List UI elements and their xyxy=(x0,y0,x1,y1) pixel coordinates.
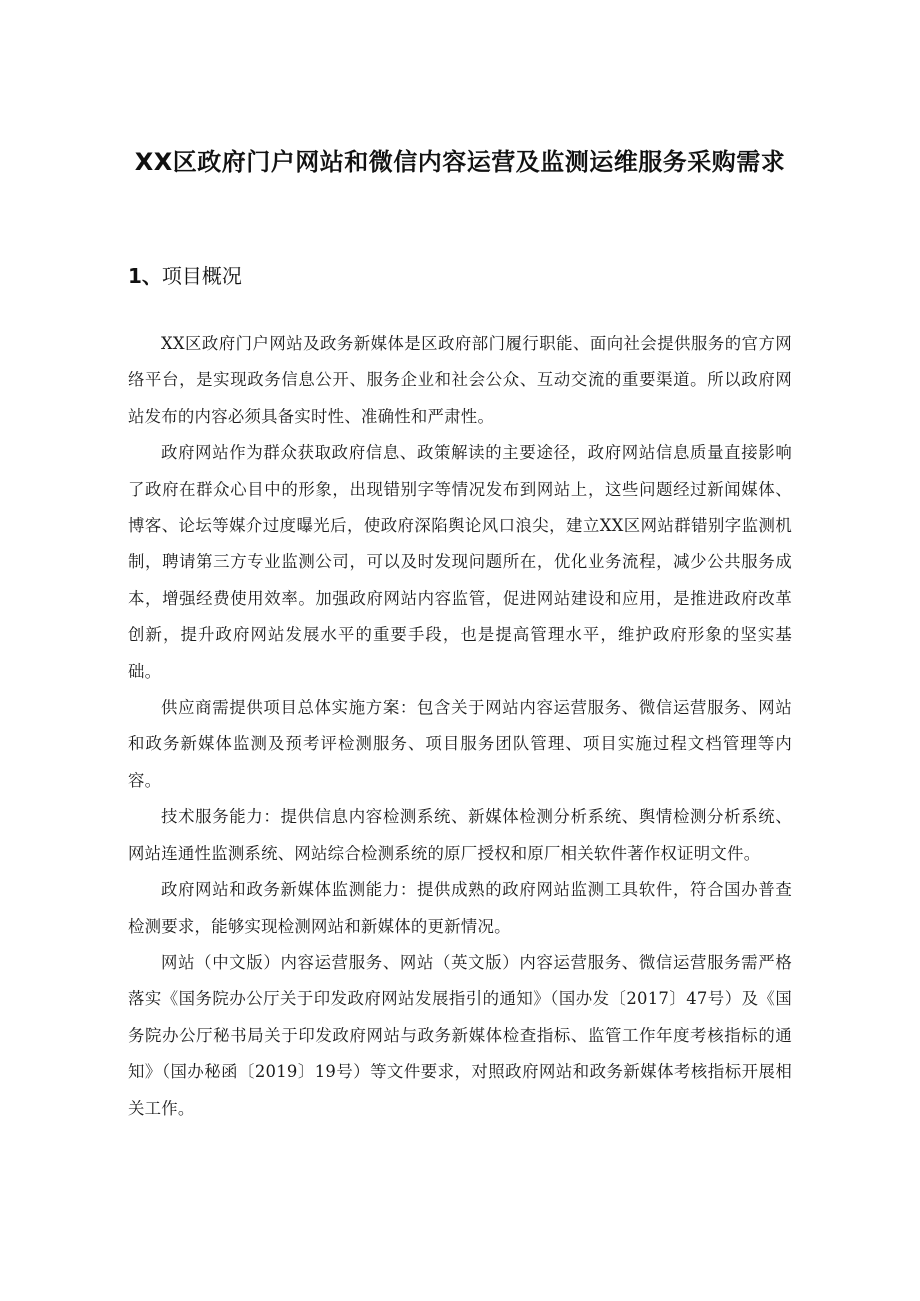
paragraph-website-quality: 政府网站作为群众获取政府信息、政策解读的主要途径，政府网站信息质量直接影响了政府在群众心目中的形象，出现错别字等情况发布到网站上，这些问题经过新闻媒体、博客、论坛等媒介过度曝光后，使政府深陷舆论风口浪尖，建立XX区网站群错别字监测机制，聘请第三方专业监测公司，可以及时发现问题所在，优化业务流程，减少公共服务成本，增强经费使用效率。加强政府网站内容监管，促进网站建设和应用，是推进政府改革创新，提升政府网站发展水平的重要手段，也是提高管理水平，维护政府形象的坚实基础。 xyxy=(128,443,792,681)
body-text xyxy=(128,326,792,1127)
document-title: XX区政府门户网站和微信内容运营及监测运维服务采购需求 xyxy=(134,148,786,176)
paragraph-implementation-plan: 供应商需提供项目总体实施方案：包含关于网站内容运营服务、微信运营服务、网站和政务新媒体监测及预考评检测服务、项目服务团队管理、项目实施过程文档管理等内容。 xyxy=(128,698,792,790)
section-number: 1、 xyxy=(128,264,162,288)
paragraph-technical-capability: 技术服务能力：提供信息内容检测系统、新媒体检测分析系统、舆情检测分析系统、网站连通性监测系统、网站综合检测系统的原厂授权和原厂相关软件著作权证明文件。 xyxy=(128,807,792,863)
paragraph-operation-requirements: 网站（中文版）内容运营服务、网站（英文版）内容运营服务、微信运营服务需严格落实《国务院办公厅关于印发政府网站发展指引的通知》（国办发〔2017〕47号）及《国务院办公厅秘书局关于印发政府网站与政务新媒体检查指标、监管工作年度考核指标的通知》（国办秘函〔2019〕19号）等文件要求，对照政府网站和政务新媒体考核指标开展相关工作。 xyxy=(128,952,792,1118)
paragraph-overview: XX区政府门户网站及政务新媒体是区政府部门履行职能、面向社会提供服务的官方网络平台，是实现政务信息公开、服务企业和社会公众、互动交流的重要渠道。所以政府网站发布的内容必须具备实时性、准确性和严肃性。 xyxy=(128,334,792,426)
section-title: 项目概况 xyxy=(161,264,242,288)
section-heading xyxy=(128,262,242,290)
paragraph-monitoring-capability: 政府网站和政务新媒体监测能力：提供成熟的政府网站监测工具软件，符合国办普查检测要求，能够实现检测网站和新媒体的更新情况。 xyxy=(128,880,792,936)
